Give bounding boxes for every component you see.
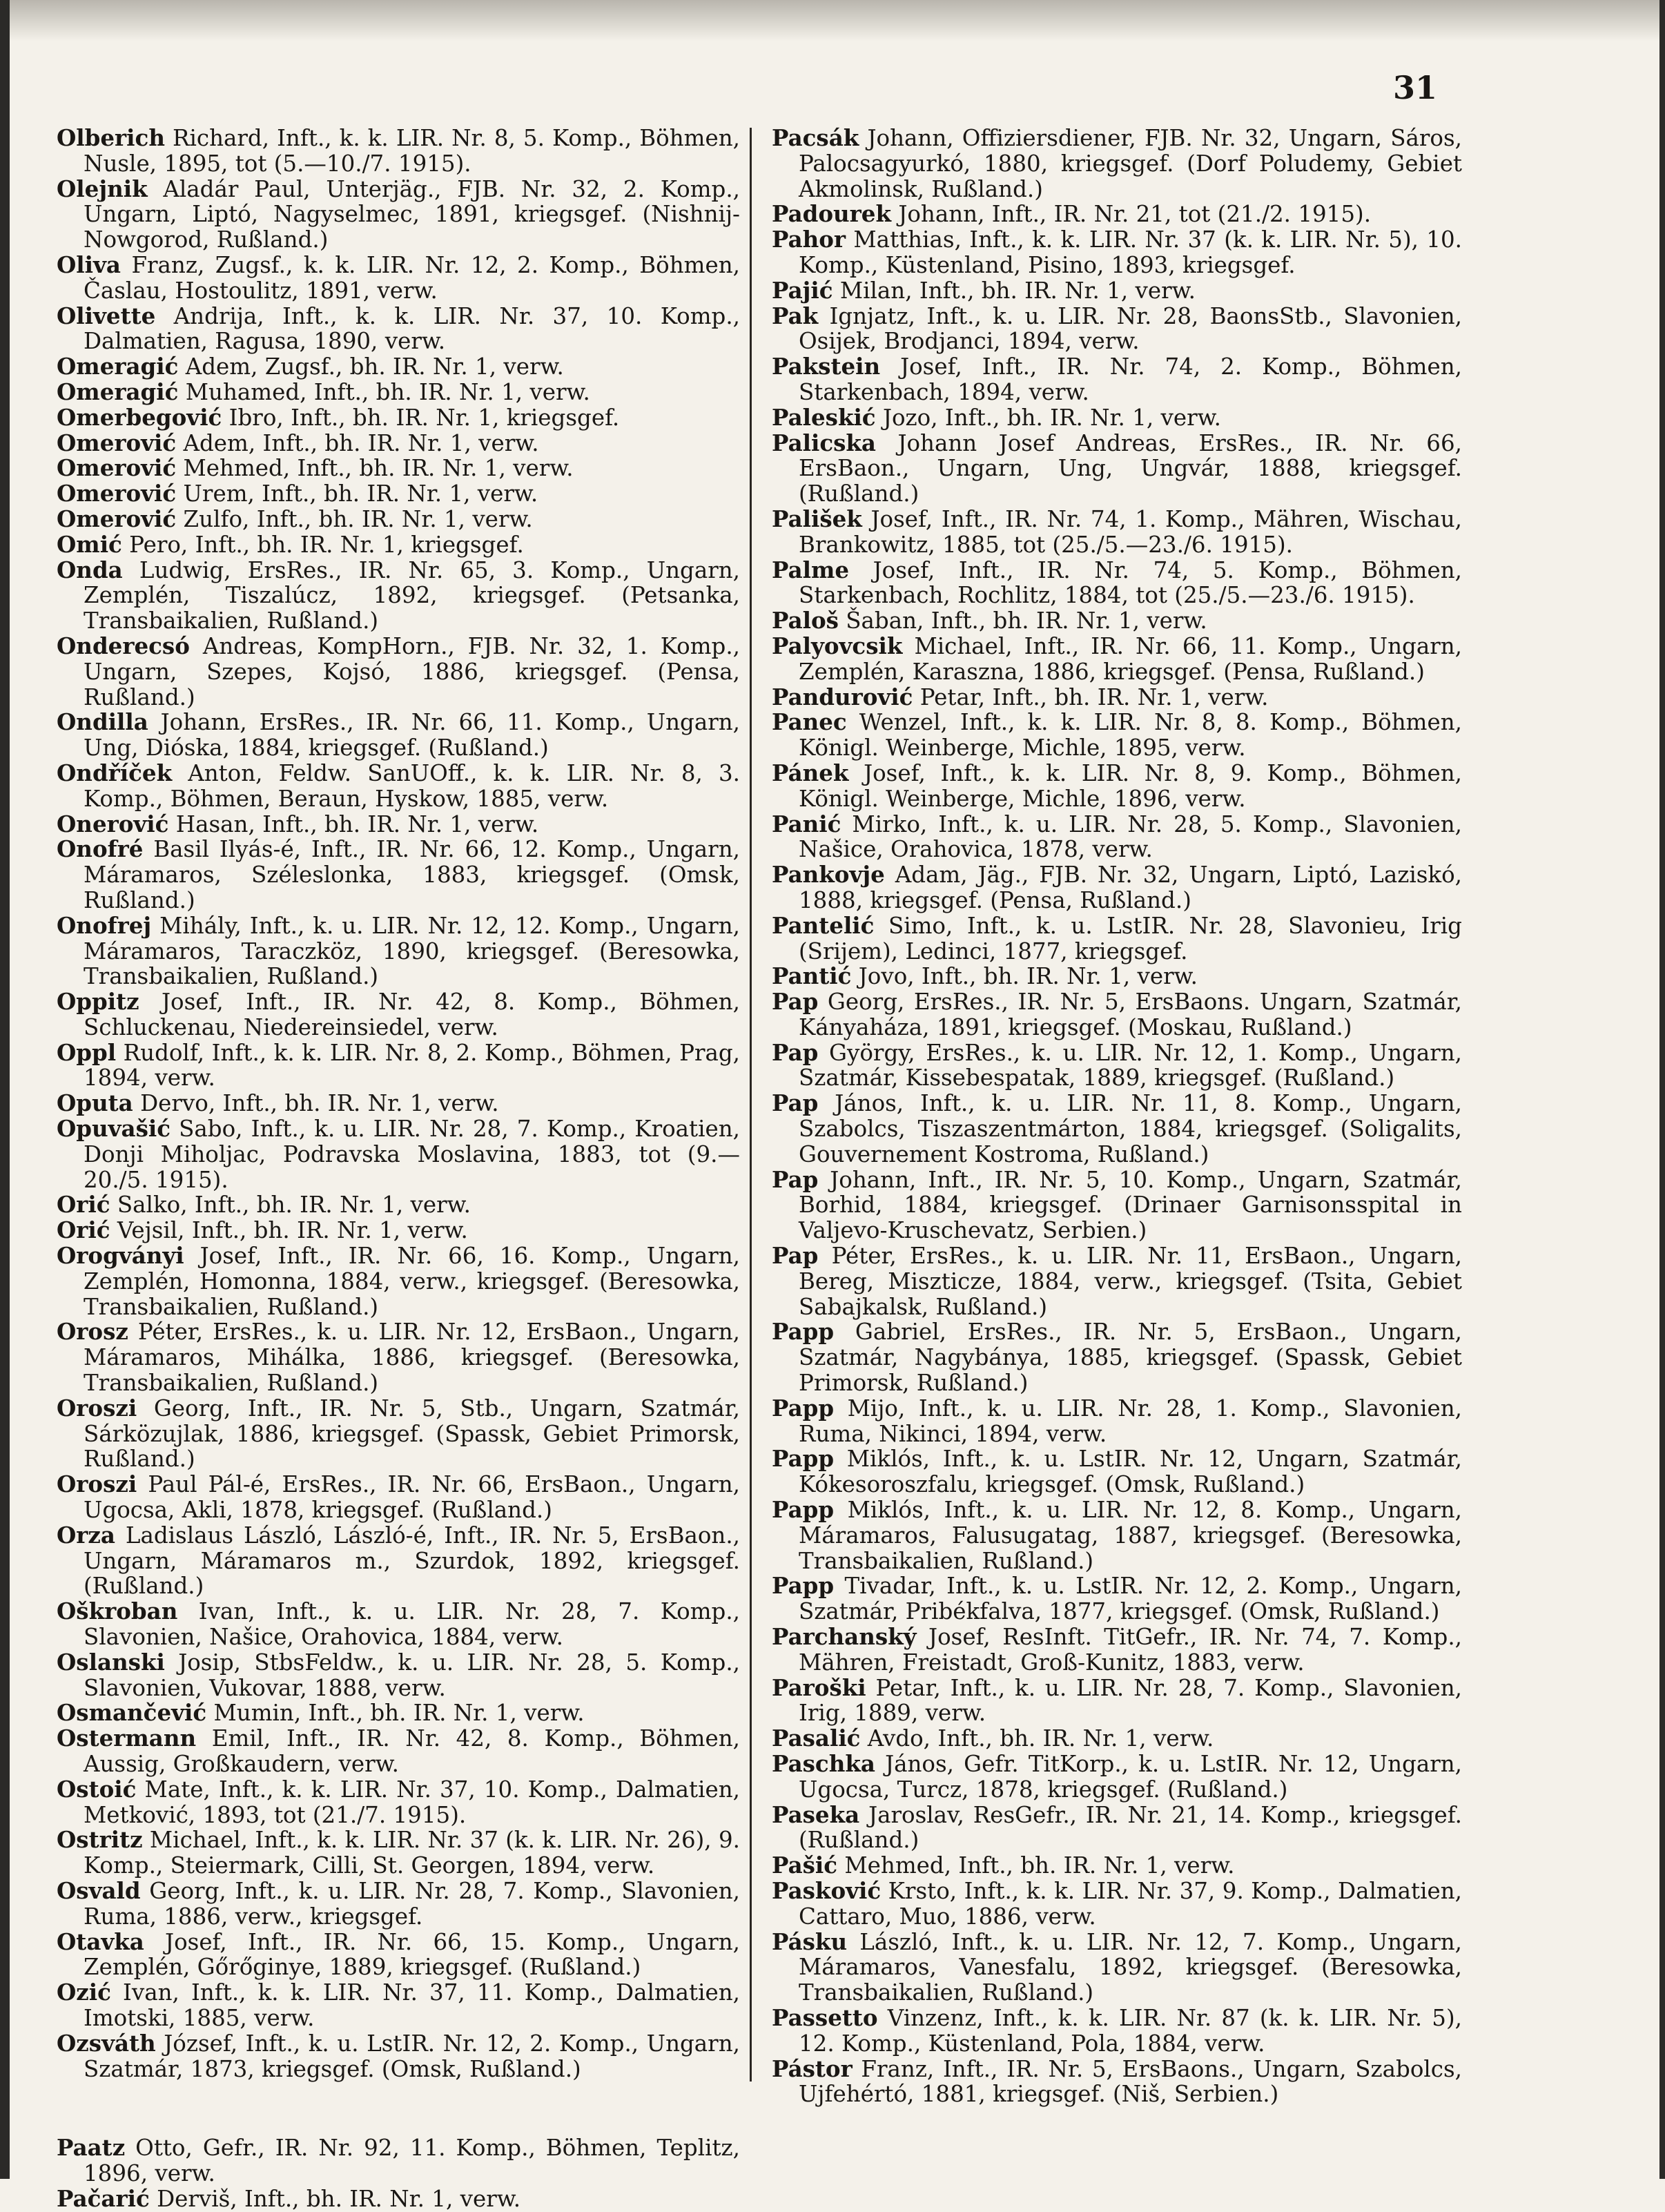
entry-surname: Pasalić — [772, 1725, 861, 1752]
register-entry — [772, 1167, 1462, 1243]
register-entry — [57, 1650, 740, 1701]
entry-surname: Pap — [772, 1165, 819, 1193]
register-entry — [57, 1930, 740, 1981]
entry-surname: Pakstein — [772, 353, 881, 380]
register-entry — [57, 304, 740, 355]
register-entry — [772, 431, 1462, 507]
entry-details: Franz, Zugsf., k. k. LIR. Nr. 12, 2. Komp., Böhmen, Časlau, Hostoulitz, 1891, verw. — [84, 251, 740, 304]
register-entry — [772, 1091, 1462, 1167]
register-entry — [57, 1192, 740, 1218]
entry-surname: Ostermann — [57, 1725, 197, 1752]
register-entry — [772, 2006, 1462, 2057]
register-entry — [772, 1673, 1462, 1727]
entry-surname: Onofré — [57, 835, 144, 863]
entry-surname: Ozić — [57, 1979, 111, 2006]
entry-details: Paul Pál-é, ErsRes., IR. Nr. 66, ErsBaon., Ungarn, Ugocsa, Akli, 1878, kriegsgef. (Rußland.) — [84, 1471, 740, 1524]
register-entry — [772, 1446, 1462, 1497]
entry-details: Ignjatz, Inft., k. u. LIR. Nr. 28, BaonsStb., Slavonien, Osijek, Brodjanci, 1894, verw. — [799, 302, 1462, 355]
register-entry — [57, 481, 740, 507]
entry-surname: Pásku — [772, 1928, 848, 1955]
entry-surname: Pap — [772, 1038, 819, 1066]
entry-surname: Paschka — [772, 1750, 875, 1777]
entry-details: Josef, Inft., IR. Nr. 74, 5. Komp., Böhmen, Starkenbach, Rochlitz, 1884, tot (25./5.—23./6. 1915). — [799, 556, 1462, 609]
entry-details: Zulfo, Inft., bh. IR. Nr. 1, verw. — [176, 505, 533, 532]
register-entry — [57, 1980, 740, 2031]
register-entry — [772, 989, 1462, 1040]
entry-details: Simo, Inft., k. u. LstIR. Nr. 28, Slavonieu, Irig (Srijem), Ledinci, 1877, kriegsgef. — [799, 912, 1462, 964]
entry-surname: Pacsák — [772, 124, 859, 151]
entry-surname: Onda — [57, 556, 123, 583]
entry-details: Pero, Inft., bh. IR. Nr. 1, kriegsgef. — [121, 531, 524, 558]
right-column — [772, 126, 1462, 2107]
entry-surname: Papp — [772, 1496, 835, 1524]
entry-surname: Onderecsó — [57, 632, 190, 659]
entry-surname: Onerović — [57, 810, 169, 837]
entry-surname: Oškroban — [57, 1598, 178, 1625]
entry-details: Basil Ilyás-é, Inft., IR. Nr. 66, 12. Komp., Ungarn, Máramaros, Széleslonka, 1883, kriegsgef. (Omsk, Rußland.) — [84, 836, 740, 913]
register-entry — [57, 405, 740, 431]
page-left-edge — [0, 0, 10, 2179]
register-entry — [57, 710, 740, 761]
register-entry — [57, 1827, 740, 1879]
entry-surname: Orić — [57, 1216, 110, 1244]
entry-surname: Pantelić — [772, 911, 875, 939]
entry-surname: Osvald — [57, 1876, 141, 1904]
register-entry — [57, 2186, 740, 2212]
entry-surname: Olivette — [57, 302, 156, 329]
entry-details: Gabriel, ErsRes., IR. Nr. 5, ErsBaon., Ungarn, Szatmár, Nagybánya, 1885, kriegsgef. (Spassk, Gebiet Primorsk, Rußland.) — [799, 1319, 1462, 1397]
entry-details: Andreas, KompHorn., FJB. Nr. 32, 1. Komp., Ungarn, Szepes, Kojsó, 1886, kriegsgef. (Pensa, Rußland.) — [84, 632, 740, 710]
entry-details: Michael, Inft., IR. Nr. 66, 11. Komp., Ungarn, Zemplén, Karaszna, 1886, kriegsgef. (Pensa, Rußland.) — [799, 632, 1462, 685]
register-entry — [772, 1319, 1462, 1395]
entry-details: Ivan, Inft., k. u. LIR. Nr. 28, 7. Komp., Slavonien, Našice, Orahovica, 1884, verw. — [84, 1598, 740, 1651]
entry-surname: Pánek — [772, 759, 849, 786]
entry-surname: Ondilla — [57, 708, 148, 736]
entry-surname: Oslanski — [57, 1648, 165, 1676]
entry-details: Richard, Inft., k. k. LIR. Nr. 8, 5. Komp., Böhmen, Nusle, 1895, tot (5.—10./7. 1915). — [84, 125, 740, 177]
entry-surname: Oputa — [57, 1089, 133, 1117]
register-entry — [57, 1523, 740, 1599]
entry-surname: Ozsváth — [57, 2029, 156, 2057]
entry-surname: Olberich — [57, 124, 165, 151]
register-entry — [772, 1726, 1462, 1752]
entry-details: Josef, Inft., IR. Nr. 66, 15. Komp., Ungarn, Zemplén, Gőrőginye, 1889, kriegsgef. (Rußland.) — [84, 1928, 740, 1981]
register-entry — [57, 2031, 740, 2082]
entry-details: Mijo, Inft., k. u. LIR. Nr. 28, 1. Komp., Slavonien, Ruma, Nikinci, 1894, verw. — [799, 1395, 1462, 1447]
entry-details: Mate, Inft., k. k. LIR. Nr. 37, 10. Komp., Dalmatien, Metković, 1893, tot (21./7. 1915). — [84, 1776, 740, 1828]
entry-surname: Pap — [772, 988, 819, 1016]
register-entry — [772, 1040, 1462, 1092]
register-entry — [772, 126, 1462, 202]
register-entry — [772, 278, 1462, 304]
register-entry — [772, 812, 1462, 863]
entry-surname: Oliva — [57, 251, 121, 278]
entry-surname: Pajić — [772, 276, 833, 304]
entry-details: Matthias, Inft., k. k. LIR. Nr. 37 (k. k. LIR. Nr. 5), 10. Komp., Küstenland, Pisino, 1893, kriegsgef. — [799, 226, 1462, 278]
entry-surname: Pap — [772, 1089, 819, 1117]
entry-surname: Pališek — [772, 505, 862, 532]
section-gap — [57, 2082, 740, 2135]
entry-surname: Pandurović — [772, 683, 913, 710]
entry-details: Ibro, Inft., bh. IR. Nr. 1, kriegsgef. — [222, 404, 620, 431]
entry-details: Wenzel, Inft., k. k. LIR. Nr. 8, 8. Komp., Böhmen, Königl. Weinberge, Michle, 1895, verw. — [799, 709, 1462, 761]
entry-details: Johann, Offiziersdiener, FJB. Nr. 32, Ungarn, Sáros, Palocsagyurkó, 1880, kriegsgef. (Dorf Poludemy, Gebiet Akmolinsk, Rußland.) — [799, 125, 1462, 202]
register-entry — [772, 634, 1462, 685]
entry-details: Josef, Inft., IR. Nr. 74, 2. Komp., Böhmen, Starkenbach, 1894, verw. — [799, 353, 1462, 405]
register-entry — [772, 1396, 1462, 1447]
entry-details: Adem, Inft., bh. IR. Nr. 1, verw. — [176, 429, 539, 456]
entry-details: Tivadar, Inft., k. u. LstIR. Nr. 12, 2. Komp., Ungarn, Szatmár, Pribékfalva, 1877, kriegsgef. (Omsk, Rußland.) — [799, 1573, 1462, 1625]
entry-surname: Omeragić — [57, 378, 179, 405]
register-entry — [57, 812, 740, 837]
entry-details: Georg, Inft., IR. Nr. 5, Stb., Ungarn, Szatmár, Sárközujlak, 1886, kriegsgef. (Spassk, Gebiet Primorsk, Rußland.) — [84, 1395, 740, 1473]
entry-surname: Olejnik — [57, 175, 148, 202]
entry-details: Georg, ErsRes., IR. Nr. 5, ErsBaons. Ungarn, Szatmár, Kányaháza, 1891, kriegsgef. (Moskau, Rußland.) — [799, 989, 1462, 1040]
entry-details: Sabo, Inft., k. u. LIR. Nr. 28, 7. Komp., Kroatien, Donji Miholjac, Podravska Moslavina, 1883, tot (9.—20./5. 1915). — [84, 1116, 740, 1193]
register-entry — [772, 2057, 1462, 2108]
register-entry — [57, 634, 740, 710]
register-entry — [57, 380, 740, 405]
register-entry — [772, 1243, 1462, 1319]
entry-details: Krsto, Inft., k. k. LIR. Nr. 37, 9. Komp., Dalmatien, Cattaro, Muo, 1886, verw. — [799, 1877, 1462, 1930]
entry-surname: Palyovcsik — [772, 632, 903, 659]
column-divider — [750, 128, 752, 2082]
register-entry — [772, 405, 1462, 431]
entry-details: Josef, Inft., IR. Nr. 66, 16. Komp., Ungarn, Zemplén, Homonna, 1884, verw., kriegsgef. (Beresowka, Transbaikalien, Rußland.) — [84, 1243, 740, 1320]
entry-surname: Omerović — [57, 454, 177, 482]
entry-details: Otto, Gefr., IR. Nr. 92, 11. Komp., Böhmen, Teplitz, 1896, verw. — [84, 2135, 740, 2187]
entry-details: Dervo, Inft., bh. IR. Nr. 1, verw. — [133, 1090, 499, 1117]
entry-details: Muhamed, Inft., bh. IR. Nr. 1, verw. — [178, 378, 590, 405]
entry-surname: Omić — [57, 530, 122, 558]
entry-details: Jovo, Inft., bh. IR. Nr. 1, verw. — [851, 963, 1198, 990]
register-entry — [772, 685, 1462, 710]
register-entry — [57, 126, 740, 177]
entry-surname: Osmančević — [57, 1699, 207, 1727]
register-entry — [57, 177, 740, 253]
register-entry — [57, 1700, 740, 1726]
register-entry — [772, 608, 1462, 634]
register-entry — [57, 989, 740, 1040]
entry-surname: Passetto — [772, 2004, 878, 2031]
entry-surname: Opuvašić — [57, 1115, 171, 1143]
entry-surname: Pačarić — [57, 2184, 150, 2212]
entry-details: Josip, StbsFeldw., k. u. LIR. Nr. 28, 5. Komp., Slavonien, Vukovar, 1888, verw. — [84, 1649, 740, 1701]
entry-details: Ivan, Inft., k. k. LIR. Nr. 37, 11. Komp., Dalmatien, Imotski, 1885, verw. — [84, 1979, 740, 2031]
register-entry — [772, 913, 1462, 964]
entry-details: Petar, Inft., bh. IR. Nr. 1, verw. — [913, 683, 1269, 710]
register-entry — [772, 507, 1462, 558]
register-entry — [57, 1876, 740, 1930]
register-entry — [772, 202, 1462, 227]
entry-details: Urem, Inft., bh. IR. Nr. 1, verw. — [176, 481, 538, 507]
entry-details: Adem, Zugsf., bh. IR. Nr. 1, verw. — [178, 353, 564, 380]
entry-surname: Paatz — [57, 2134, 126, 2162]
register-entry — [772, 1573, 1462, 1624]
entry-details: Michael, Inft., k. k. LIR. Nr. 37 (k. k. LIR. Nr. 26), 9. Komp., Steiermark, Cilli, St. Georgen, 1894, verw. — [84, 1827, 740, 1879]
entry-surname: Orić — [57, 1191, 110, 1219]
register-entry — [57, 1472, 740, 1523]
entry-details: Josef, Inft., IR. Nr. 42, 8. Komp., Böhmen, Schluckenau, Niedereinsiedel, verw. — [84, 989, 740, 1040]
page-number: 31 — [1392, 69, 1437, 106]
register-entry — [772, 1624, 1462, 1676]
register-entry — [772, 964, 1462, 989]
entry-details: Péter, ErsRes., k. u. LIR. Nr. 12, ErsBaon., Ungarn, Máramaros, Mihálka, 1886, kriegsgef. (Beresowka, Transbaikalien, Rußland.) — [84, 1319, 740, 1397]
entry-details: Mumin, Inft., bh. IR. Nr. 1, verw. — [206, 1700, 585, 1727]
entry-surname: Omeragić — [57, 353, 179, 380]
entry-surname: Omerović — [57, 505, 177, 532]
entry-surname: Ostritz — [57, 1826, 143, 1854]
register-entry — [57, 1040, 740, 1092]
register-entry — [772, 304, 1462, 355]
entry-details: János, Inft., k. u. LIR. Nr. 11, 8. Komp., Ungarn, Szabolcs, Tiszaszentmárton, 1884, kriegsgef. (Soligalits, Gouvernement Kostroma, Rußland.) — [799, 1090, 1462, 1167]
entry-surname: Orza — [57, 1521, 115, 1549]
entry-surname: Orosz — [57, 1318, 128, 1346]
register-entry — [57, 507, 740, 532]
page-top-shadow — [0, 0, 1665, 41]
register-entry — [772, 1803, 1462, 1854]
entry-details: Emil, Inft., IR. Nr. 42, 8. Komp., Böhmen, Aussig, Großkaudern, verw. — [84, 1725, 740, 1777]
register-entry — [57, 431, 740, 456]
entry-details: Vejsil, Inft., bh. IR. Nr. 1, verw. — [110, 1217, 468, 1244]
entry-surname: Pástor — [772, 2055, 853, 2082]
entry-surname: Papp — [772, 1318, 835, 1346]
register-entry — [57, 456, 740, 481]
register-entry — [772, 354, 1462, 405]
register-entry — [772, 558, 1462, 609]
register-entry — [57, 1218, 740, 1243]
entry-surname: Pak — [772, 302, 819, 329]
page-right-edge — [1659, 0, 1665, 2179]
entry-surname: Papp — [772, 1572, 835, 1600]
entry-surname: Oroszi — [57, 1471, 137, 1498]
entry-surname: Otavka — [57, 1928, 144, 1955]
entry-details: László, Inft., k. u. LIR. Nr. 12, 7. Komp., Ungarn, Máramaros, Vanesfalu, 1892, kriegsgef. (Beresowka, Transbaikalien, Rußland.) — [799, 1928, 1462, 2006]
register-entry — [772, 227, 1462, 278]
register-entry — [772, 761, 1462, 812]
entry-surname: Orogványi — [57, 1242, 184, 1270]
entry-surname: Omerović — [57, 429, 177, 456]
entry-surname: Parchanský — [772, 1623, 917, 1651]
entry-surname: Papp — [772, 1394, 835, 1422]
left-column — [57, 126, 740, 2212]
entry-details: Vinzenz, Inft., k. k. LIR. Nr. 87 (k. k. LIR. Nr. 5), 12. Komp., Küstenland, Pola, 1884, verw. — [799, 2004, 1462, 2057]
register-entry — [57, 837, 740, 913]
entry-details: Mihály, Inft., k. u. LIR. Nr. 12, 12. Komp., Ungarn, Máramaros, Taraczköz, 1890, kriegsgef. (Beresowka, Transbaikalien, Rußland.) — [84, 912, 740, 990]
register-entry — [772, 710, 1462, 761]
entry-details: József, Inft., k. u. LstIR. Nr. 12, 2. Komp., Ungarn, Szatmár, 1873, kriegsgef. (Omsk, Rußland.) — [84, 2030, 740, 2082]
entry-details: Jaroslav, ResGefr., IR. Nr. 21, 14. Komp., kriegsgef. (Rußland.) — [799, 1801, 1462, 1854]
entry-details: Ludwig, ErsRes., IR. Nr. 65, 3. Komp., Ungarn, Zemplén, Tiszalúcz, 1892, kriegsgef. (Petsanka, Transbaikalien, Rußland.) — [84, 556, 740, 634]
entry-surname: Panec — [772, 708, 847, 736]
register-entry — [772, 1497, 1462, 1573]
entry-surname: Omerbegović — [57, 403, 222, 431]
entry-surname: Pap — [772, 1242, 819, 1270]
register-entry — [772, 1930, 1462, 2006]
entry-surname: Ondříček — [57, 759, 173, 786]
entry-details: Mehmed, Inft., bh. IR. Nr. 1, verw. — [837, 1852, 1235, 1879]
entry-surname: Palicska — [772, 429, 876, 456]
entry-details: Franz, Inft., IR. Nr. 5, ErsBaons., Ungarn, Szabolcs, Ujfehértó, 1881, kriegsgef. (Niš, Serbien.) — [799, 2055, 1462, 2108]
register-entry — [57, 532, 740, 558]
register-entry — [57, 558, 740, 634]
register-entry — [57, 1319, 740, 1395]
entry-details: Milan, Inft., bh. IR. Nr. 1, verw. — [833, 277, 1196, 304]
entry-surname: Onofrej — [57, 911, 152, 939]
register-entry — [57, 1777, 740, 1828]
entry-details: Derviš, Inft., bh. IR. Nr. 1, verw. — [149, 2185, 521, 2212]
entry-details: Aladár Paul, Unterjäg., FJB. Nr. 32, 2. Komp., Ungarn, Liptó, Nagyselmec, 1891, kriegsgef. (Nishnij-Nowgorod, Rußland.) — [84, 175, 740, 253]
entry-surname: Paloš — [772, 607, 839, 634]
entry-details: Avdo, Inft., bh. IR. Nr. 1, verw. — [860, 1725, 1214, 1752]
entry-surname: Omerović — [57, 480, 177, 507]
entry-surname: Pašić — [772, 1852, 838, 1879]
entry-surname: Panić — [772, 810, 841, 837]
entry-surname: Ostoić — [57, 1775, 137, 1803]
entry-details: Rudolf, Inft., k. k. LIR. Nr. 8, 2. Komp., Böhmen, Prag, 1894, verw. — [84, 1039, 740, 1092]
entry-surname: Papp — [772, 1445, 835, 1473]
entry-surname: Pahor — [772, 226, 846, 253]
entry-details: Jozo, Inft., bh. IR. Nr. 1, verw. — [875, 404, 1221, 431]
register-entry — [57, 1396, 740, 1472]
register-entry — [57, 1116, 740, 1192]
register-entry — [57, 1599, 740, 1650]
entry-surname: Pantić — [772, 962, 852, 990]
entry-details: Hasan, Inft., bh. IR. Nr. 1, verw. — [168, 811, 539, 837]
entry-details: Miklós, Inft., k. u. LstIR. Nr. 12, Ungarn, Szatmár, Kókesoroszfalu, kriegsgef. (Omsk, Rußland.) — [799, 1446, 1462, 1498]
entry-details: Johann Josef Andreas, ErsRes., IR. Nr. 66, ErsBaon., Ungarn, Ung, Ungvár, 1888, kriegsgef. (Rußland.) — [799, 429, 1462, 507]
register-entry — [57, 354, 740, 380]
entry-details: György, ErsRes., k. u. LIR. Nr. 12, 1. Komp., Ungarn, Szatmár, Kissebespatak, 1889, kriegsgef. (Rußland.) — [799, 1039, 1462, 1092]
register-entry — [57, 761, 740, 812]
register-entry — [57, 1091, 740, 1116]
entry-details: Andrija, Inft., k. k. LIR. Nr. 37, 10. Komp., Dalmatien, Ragusa, 1890, verw. — [84, 302, 740, 355]
entry-details: Josef, Inft., k. k. LIR. Nr. 8, 9. Komp., Böhmen, Königl. Weinberge, Michle, 1896, verw. — [799, 759, 1462, 812]
entry-surname: Padourek — [772, 200, 891, 228]
register-entry — [57, 913, 740, 989]
entry-details: Johann, Inft., IR. Nr. 21, tot (21./2. 1915). — [890, 201, 1372, 228]
entry-surname: Paseka — [772, 1801, 860, 1828]
entry-details: Salko, Inft., bh. IR. Nr. 1, verw. — [110, 1192, 471, 1219]
entry-surname: Pankovje — [772, 861, 885, 889]
entry-details: Petar, Inft., k. u. LIR. Nr. 28, 7. Komp., Slavonien, Irig, 1889, verw. — [799, 1674, 1462, 1727]
entry-details: Péter, ErsRes., k. u. LIR. Nr. 11, ErsBaon., Ungarn, Bereg, Miszticze, 1884, verw., kriegsgef. (Tsita, Gebiet Sabajkalsk, Rußland.) — [799, 1243, 1462, 1320]
register-entry — [772, 1752, 1462, 1803]
entry-details: Anton, Feldw. SanUOff., k. k. LIR. Nr. 8, 3. Komp., Böhmen, Beraun, Hyskow, 1885, verw. — [84, 759, 740, 812]
entry-details: Johann, ErsRes., IR. Nr. 66, 11. Komp., Ungarn, Ung, Dióska, 1884, kriegsgef. (Rußland.) — [84, 709, 740, 761]
entry-details: Josef, Inft., IR. Nr. 74, 1. Komp., Mähren, Wischau, Brankowitz, 1885, tot (25./5.—23./6. 1915). — [799, 505, 1462, 558]
entry-surname: Oppitz — [57, 988, 139, 1016]
register-entry — [57, 253, 740, 304]
entry-details: Miklós, Inft., k. u. LIR. Nr. 12, 8. Komp., Ungarn, Máramaros, Falusugatag, 1887, kriegsgef. (Beresowka, Transbaikalien, Rußland.) — [799, 1497, 1462, 1574]
entry-surname: Pasković — [772, 1876, 882, 1904]
register-entry — [57, 1243, 740, 1319]
entry-surname: Oroszi — [57, 1394, 137, 1422]
entry-surname: Paroški — [772, 1673, 866, 1701]
entry-surname: Palme — [772, 556, 850, 583]
entry-details: Šaban, Inft., bh. IR. Nr. 1, verw. — [838, 608, 1207, 634]
register-entry — [772, 1876, 1462, 1930]
entry-details: Mehmed, Inft., bh. IR. Nr. 1, verw. — [176, 455, 574, 482]
entry-details: János, Gefr. TitKorp., k. u. LstIR. Nr. 12, Ungarn, Ugocsa, Turcz, 1878, kriegsgef. (Rußland.) — [799, 1751, 1462, 1803]
register-entry — [772, 862, 1462, 913]
entry-details: Ladislaus László, László-é, Inft., IR. Nr. 5, ErsBaon., Ungarn, Máramaros m., Szurdok, 1892, kriegsgef. (Rußland.) — [84, 1522, 740, 1600]
entry-surname: Paleskić — [772, 403, 876, 431]
entry-surname: Oppl — [57, 1038, 117, 1066]
register-entry — [57, 1726, 740, 1777]
register-entry — [772, 1853, 1462, 1879]
entry-details: Josef, ResInft. TitGefr., IR. Nr. 74, 7. Komp., Mähren, Freistadt, Groß-Kunitz, 1883, verw. — [799, 1624, 1462, 1676]
entry-details: Georg, Inft., k. u. LIR. Nr. 28, 7. Komp., Slavonien, Ruma, 1886, verw., kriegsgef. — [84, 1877, 740, 1930]
entry-details: Johann, Inft., IR. Nr. 5, 10. Komp., Ungarn, Szatmár, Borhid, 1884, kriegsgef. (Drinaer Garnisonsspital in Valjevo-Kruschevatz, Serbien.) — [799, 1166, 1462, 1244]
entry-details: Adam, Jäg., FJB. Nr. 32, Ungarn, Liptó, Laziskó, 1888, kriegsgef. (Pensa, Rußland.) — [799, 862, 1462, 913]
entry-details: Mirko, Inft., k. u. LIR. Nr. 28, 5. Komp., Slavonien, Našice, Orahovica, 1878, verw. — [799, 811, 1462, 863]
